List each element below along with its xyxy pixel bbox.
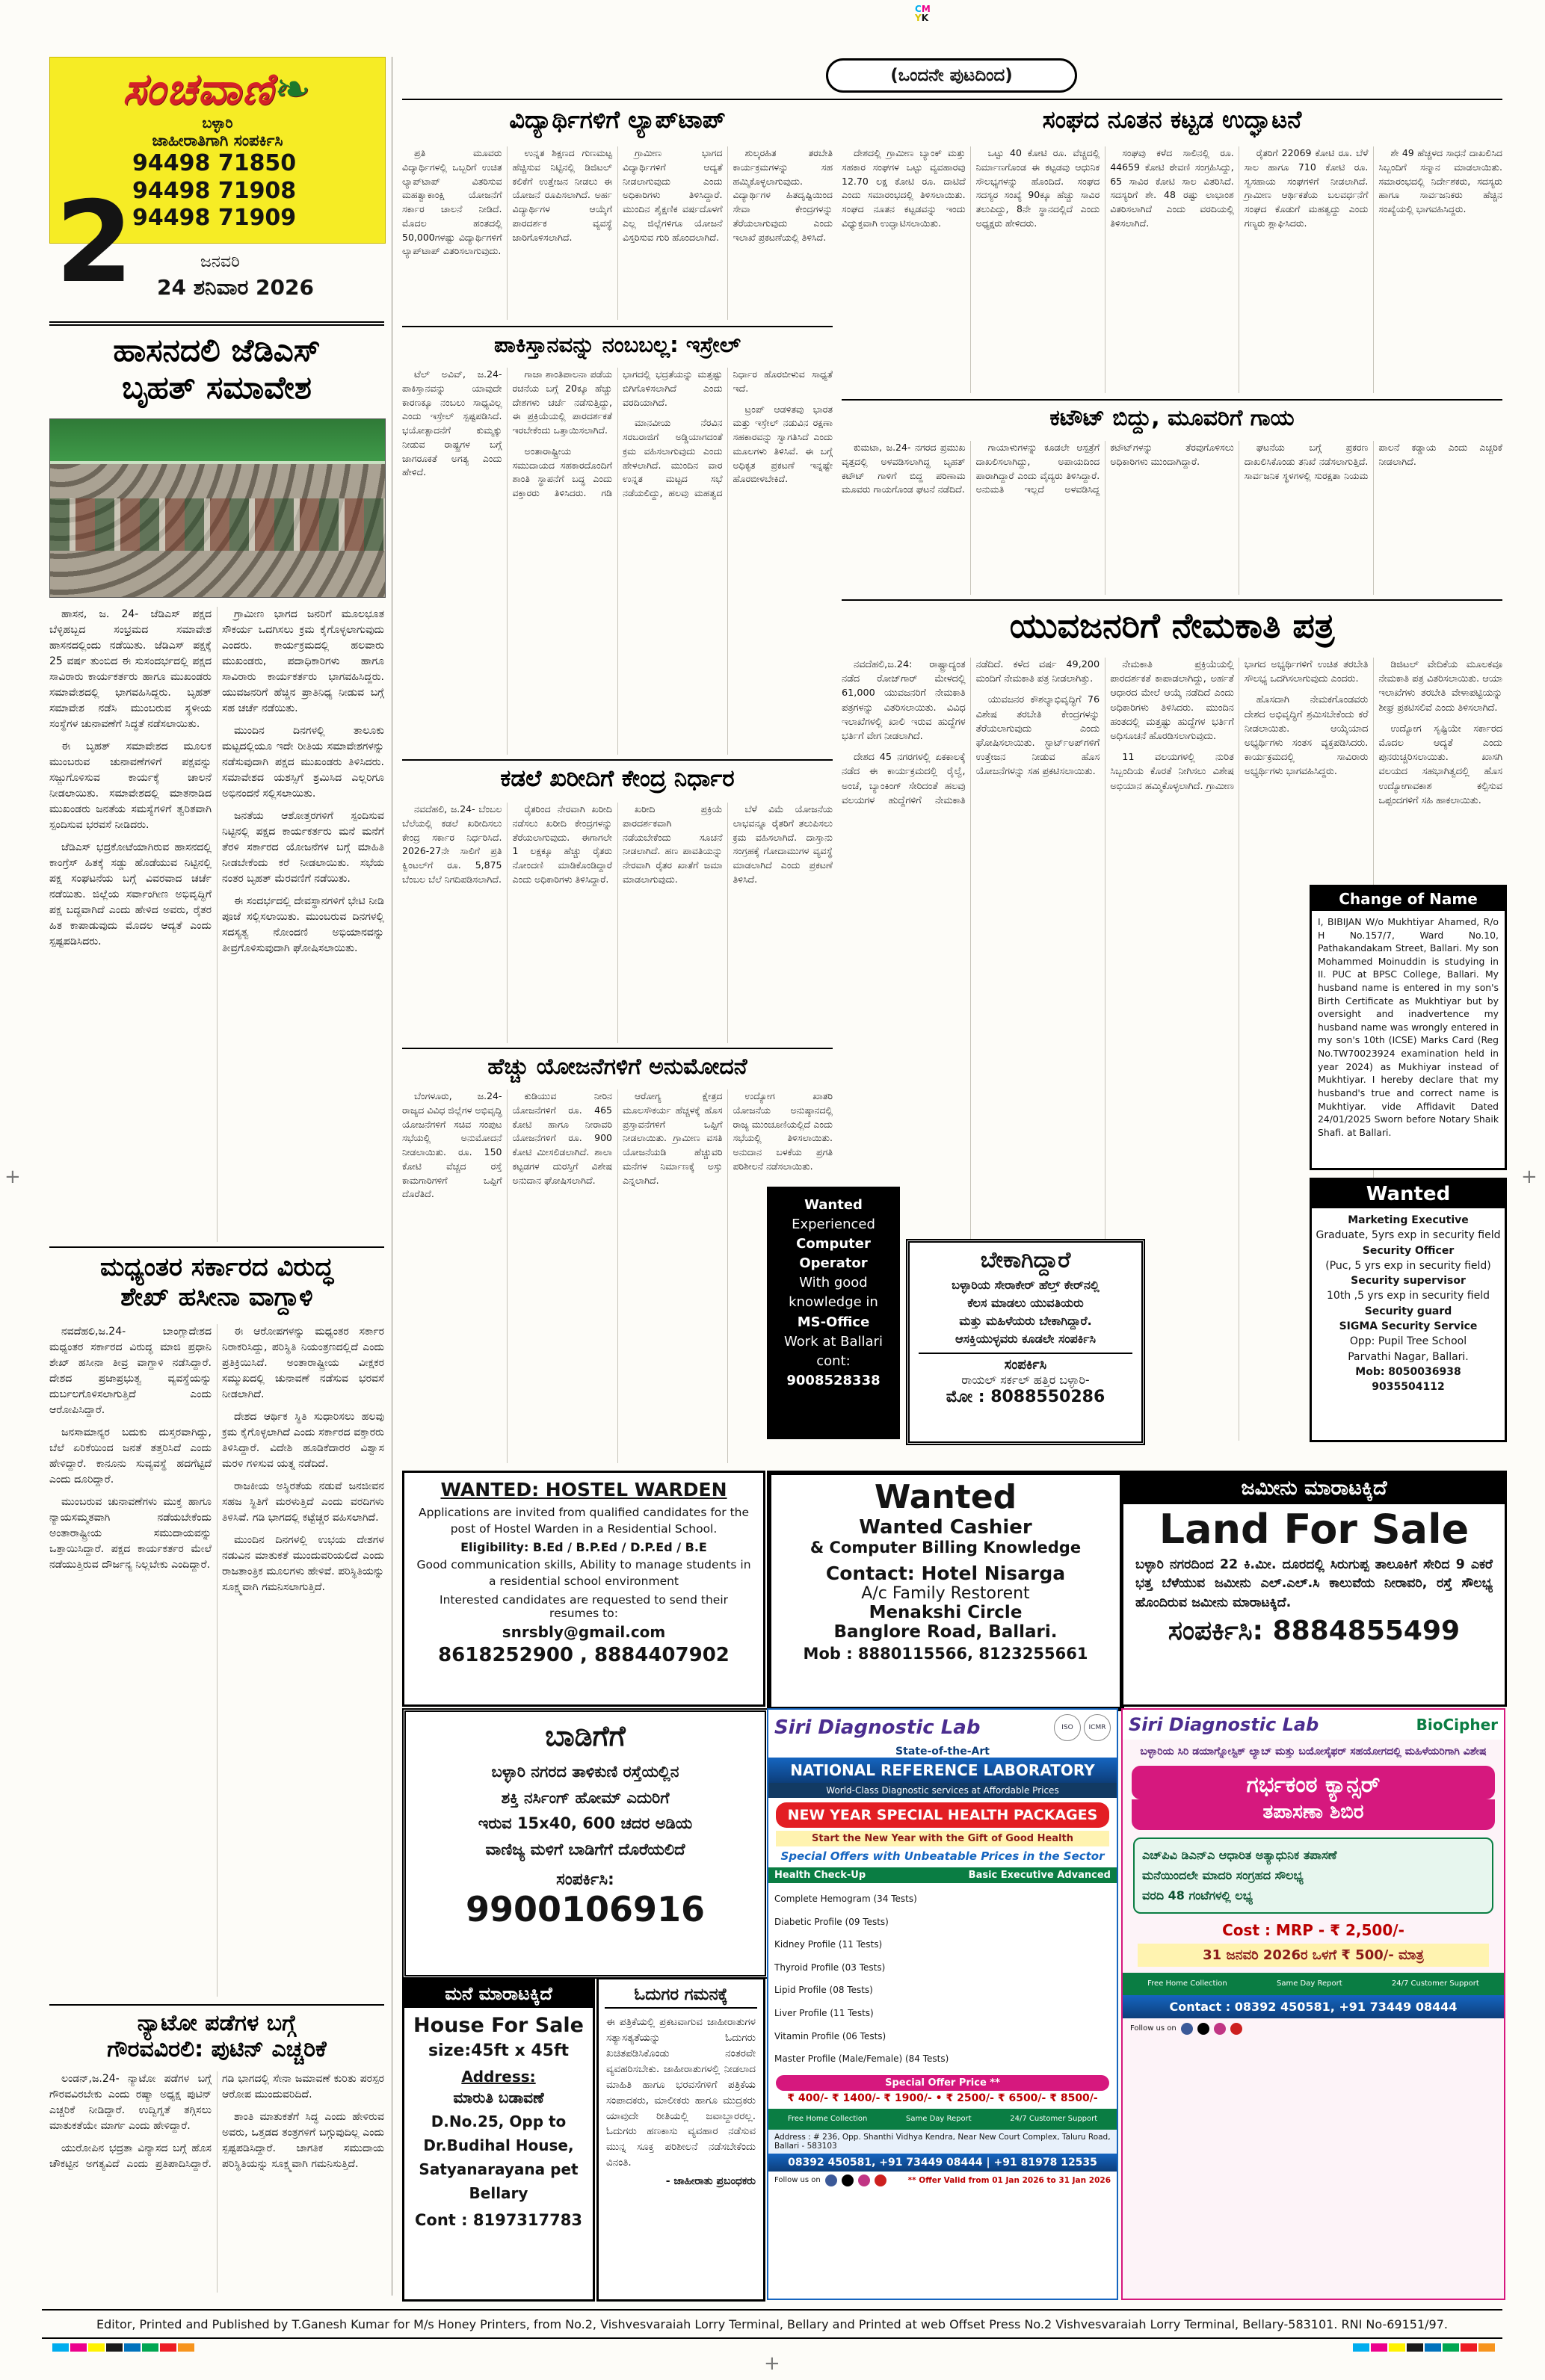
- paragraph: ಶೇ 49 ಹೆಚ್ಚಳದ ಸಾಧನೆ ದಾಖಲಿಸಿದ ಸಿಬ್ಬಂದಿಗೆ ಸನ್ಮಾನ ಮಾಡಲಾಯಿತು. ಸಮಾರಂಭದಲ್ಲಿ ನಿರ್ದೇಶಕರು, ಸದಸ್ಯರು ಹಾಗೂ ಸಾರ್ವಜನಿಕರು ಹೆಚ್ಚಿನ ಸಂಖ್ಯೆಯಲ್ಲಿ ಭಾಗವಹಿಸಿದ್ದರು.: [1378, 147, 1502, 214]
- ad-change-of-name: [1310, 885, 1507, 1170]
- ad-line: With good: [799, 1275, 868, 1291]
- ad-line: Experienced: [792, 1217, 875, 1233]
- ad-line: Banglore Road, Ballari.: [833, 1622, 1058, 1642]
- article-body-cutout: [842, 441, 1502, 595]
- ad-title: ಬೇಕಾಗಿದ್ದಾರೆ: [980, 1247, 1071, 1273]
- camp-point: ಮನೆಯಿಂದಲೇ ಮಾದರಿ ಸಂಗ್ರಹದ ಸೌಲಭ್ಯ: [1142, 1868, 1304, 1883]
- paragraph: Liver Profile (11 Tests): [774, 2007, 874, 2018]
- ad-line: Parvathi Nagar, Ballari.: [1348, 1350, 1469, 1363]
- ad-line: A/c Family Restorent: [861, 1584, 1030, 1603]
- paragraph: ನವದೆಹಲಿ,ಜ.24- ಬಾಂಗ್ಲಾದೇಶದ ಮಧ್ಯಂತರ ಸರ್ಕಾರದ ವಿರುದ್ಧ ಮಾಜಿ ಪ್ರಧಾನಿ ಶೇಖ್ ಹಸೀನಾ ತೀವ್ರ ವಾಗ್ದಾಳಿ ನಡೆಸಿದ್ದಾರೆ. ದೇಶದ ಪ್ರಜಾಪ್ರಭುತ್ವ ವ್ಯವಸ್ಥೆಯನ್ನು ದುರ್ಬಲಗೊಳಿಸಲಾಗುತ್ತಿದೆ ಎಂದು ಆರೋಪಿಸಿದ್ದಾರೆ.: [49, 1326, 212, 1416]
- paragraph: ಕುಮಟಾ, ಜ.24- ನಗರದ ಪ್ರಮುಖ ವೃತ್ತದಲ್ಲಿ ಅಳವಡಿಸಲಾಗಿದ್ದ ಬೃಹತ್ ಕಟೌಟ್ ಗಾಳಿಗೆ ಬಿದ್ದ ಪರಿಣಾಮ ಮೂವರು ಗಾಯಗೊಂಡ ಘಟನೆ ನಡೆದಿದೆ.: [842, 442, 966, 495]
- paragraph: ದೇಶದಲ್ಲಿ ಗ್ರಾಮೀಣ ಬ್ಯಾಂಕ್ ಮತ್ತು ಸಹಕಾರ ಸಂಘಗಳ ಒಟ್ಟು ವ್ಯವಹಾರವು 12.70 ಲಕ್ಷ ಕೋಟಿ ರೂ. ದಾಟಿದೆ ಎಂದು ಸಮಾರಂಭದಲ್ಲಿ ತಿಳಿಸಲಾಯಿತು. ಸಂಘದ ನೂತನ ಕಟ್ಟಡವನ್ನು ಇಂದು ವಿಧ್ಯುಕ್ತವಾಗಿ ಉದ್ಘಾಟಿಸಲಾಯಿತು.: [842, 147, 966, 229]
- paragraph: ಮುಂದಿನ ದಿನಗಳಲ್ಲಿ ಉಭಯ ದೇಶಗಳ ನಡುವಿನ ಮಾತುಕತೆ ಮುಂದುವರಿಯಲಿದೆ ಎಂದು ರಾಜತಾಂತ್ರಿಕ ಮೂಲಗಳು ಹೇಳಿವೆ. ಪರಿಸ್ಥಿತಿಯನ್ನು ಸೂಕ್ಷ್ಮವಾಗಿ ಗಮನಿಸಲಾಗುತ್ತಿದೆ.: [222, 1534, 384, 1593]
- cmyk-print-mark: [915, 4, 931, 22]
- paragraph: ಮಾನವೀಯ ನೆರವಿನ ಸರಬರಾಜಿಗೆ ಅಡ್ಡಿಯಾಗದಂತೆ ಕ್ರಮ ವಹಿಸಲಾಗುವುದು ಎಂದು ಹೇಳಲಾಗಿದೆ. ಮುಂದಿನ ವಾರ ಉನ್ನತ ಮಟ್ಟದ ಸಭೆ ನಡೆಯಲಿದ್ದು, ಹಲವು ಮಹತ್ವದ ನಿರ್ಧಾರ ಹೊರಬೀಳುವ ಸಾಧ್ಯತೆ ಇದೆ.: [623, 368, 833, 498]
- paragraph: ಲಂಡನ್,ಜ.24- ನ್ಯಾಟೋ ಪಡೆಗಳ ಬಗ್ಗೆ ಗೌರವವಿರಬೇಕು ಎಂದು ರಷ್ಯಾ ಅಧ್ಯಕ್ಷ ಪುಟಿನ್ ಎಚ್ಚರಿಕೆ ನೀಡಿದ್ದಾರೆ. ಉದ್ವಿಗ್ನತೆ ತಗ್ಗಿಸಲು ಮಾತುಕತೆಯೇ ಮಾರ್ಗ ಎಂದು ಹೇಳಿದ್ದಾರೆ.: [49, 2073, 212, 2132]
- paragraph: ಘಟನೆಯ ಬಗ್ಗೆ ಪ್ರಕರಣ ದಾಖಲಿಸಿಕೊಂಡು ತನಿಖೆ ನಡೆಸಲಾಗುತ್ತಿದೆ. ಸಾರ್ವಜನಿಕ ಸ್ಥಳಗಳಲ್ಲಿ ಸುರಕ್ಷತಾ ನಿಯಮ ಪಾಲನೆ ಕಡ್ಡಾಯ ಎಂದು ಎಚ್ಚರಿಕೆ ನೀಡಲಾಗಿದೆ.: [1244, 442, 1502, 481]
- headline-projects-approved: ಹೆಚ್ಚು ಯೋಜನೆಗಳಿಗೆ ಅನುಮೋದನೆ: [402, 1048, 833, 1080]
- ad-line: Same Day Report: [906, 2115, 972, 2124]
- siri-table-cols: Basic Executive Advanced: [968, 1870, 1111, 1881]
- siri-package-list: [774, 1892, 1111, 2066]
- ad-line: Free Home Collection: [1147, 1979, 1227, 1988]
- black-mark: K: [921, 13, 929, 23]
- camp-point: ಎಚ್‌ಪಿವಿ ಡಿಎನ್‌ಎ ಆಧಾರಿತ ಅತ್ಯಾಧುನಿಕ ತಪಾಸಣೆ: [1142, 1848, 1337, 1862]
- registration-mark-left: +: [4, 1166, 21, 1188]
- article-body-laptop: [402, 146, 833, 320]
- paragraph: ಟ್ರಂಪ್ ಆಡಳಿತವು ಭಾರತ ಮತ್ತು ಇಸ್ರೇಲ್ ನಡುವಿನ ರಕ್ಷಣಾ ಸಹಕಾರವನ್ನು ಸ್ವಾಗತಿಸಿದೆ ಎಂದು ಮೂಲಗಳು ತಿಳಿಸಿವೆ. ಈ ಬಗ್ಗೆ ಅಧಿಕೃತ ಪ್ರಕಟಣೆ ಇನ್ನಷ್ಟೇ ಹೊರಬೀಳಬೇಕಿದೆ.: [733, 403, 833, 485]
- headline-israel: ಪಾಕಿಸ್ತಾನವನ್ನು ನಂಬಬಲ್ಲ: ಇಸ್ರೇಲ್: [402, 326, 833, 357]
- ad-title: ಓದುಗರ ಗಮನಕ್ಕೆ: [605, 1979, 757, 2009]
- paragraph: ಮುಂದಿನ ದಿನಗಳಲ್ಲಿ ತಾಲೂಕು ಮಟ್ಟದಲ್ಲಿಯೂ ಇದೇ ರೀತಿಯ ಸಮಾವೇಶಗಳನ್ನು ನಡೆಸುವುದಾಗಿ ಪಕ್ಷದ ಮುಖಂಡರು ತಿಳಿಸಿದರು. ಸಮಾವೇಶದ ಯಶಸ್ಸಿಗೆ ಶ್ರಮಿಸಿದ ಎಲ್ಲರಿಗೂ ಅಭಿನಂದನೆ ಸಲ್ಲಿಸಲಾಯಿತು.: [222, 725, 384, 800]
- ad-wanted-marketing: [1310, 1178, 1507, 1442]
- ad-line: ಇರುವ 15x40, 600 ಚದರ ಅಡಿಯ: [478, 1814, 693, 1833]
- paragraph: ಮುಂಬರುವ ಚುನಾವಣೆಗಳು ಮುಕ್ತ ಹಾಗೂ ನ್ಯಾಯಸಮ್ಮತವಾಗಿ ನಡೆಯಬೇಕೆಂದು ಅಂತಾರಾಷ್ಟ್ರೀಯ ಸಮುದಾಯವನ್ನು ಒತ್ತಾಯಿಸಿದ್ದಾರೆ. ಪಕ್ಷದ ಕಾರ್ಯಕರ್ತರ ಮೇಲೆ ನಡೆಯುತ್ತಿರುವ ದೌರ್ಜನ್ಯ ನಿಲ್ಲಬೇಕು ಎಂದಿದ್ದಾರೆ.: [49, 1496, 212, 1571]
- photo-banner: [50, 419, 385, 464]
- ad-contact-label: ಸಂಪರ್ಕಿಸಿ: [1004, 1357, 1047, 1373]
- siri-contact: 08392 450581, +91 73449 08444 | +91 81978 12535: [768, 2154, 1117, 2172]
- ad-body: Interested candidates are requested to send their resumes to:: [440, 1592, 728, 1620]
- camp-cost: Cost : MRP - ₹ 2,500/-: [1222, 1920, 1404, 1939]
- ad-eligibility: Eligibility: B.Ed / B.P.Ed / D.P.Ed / B.E: [460, 1540, 707, 1555]
- paragraph: Master Profile (Male/Female) (84 Tests): [774, 2053, 949, 2065]
- yellow-mark: Y: [915, 13, 922, 23]
- ad-body: ಈ ಪತ್ರಿಕೆಯಲ್ಲಿ ಪ್ರಕಟವಾಗುವ ಜಾಹೀರಾತುಗಳ ಸತ್ಯಾಸತ್ಯತೆಯನ್ನು ಓದುಗರು ಖಚಿತಪಡಿಸಿಕೊಂಡು ನಂತರವೇ ವ್ಯವಹರಿಸಬೇಕು. ಜಾಹೀರಾತುಗಳಲ್ಲಿ ನೀಡಲಾದ ಮಾಹಿತಿ ಹಾಗೂ ಭರವಸೆಗಳಿಗೆ ಪತ್ರಿಕೆಯ ಸಂಪಾದಕರು, ಮಾಲೀಕರು ಹಾಗೂ ಮುದ್ರಕರು ಯಾವುದೇ ರೀತಿಯಲ್ಲಿ ಜವಾಬ್ದಾರರಲ್ಲ. ಓದುಗರು ಹಣಕಾಸು ವ್ಯವಹಾರ ನಡೆಸುವ ಮುನ್ನ ಸೂಕ್ತ ಪರಿಶೀಲನೆ ನಡೆಸಬೇಕೆಂದು ವಿನಂತಿ.: [606, 2016, 756, 2169]
- ad-line: ವಾಣಿಜ್ಯ ಮಳಿಗೆ ಬಾಡಿಗೆಗೆ ದೊರೆಯಲಿದೆ: [485, 1840, 685, 1858]
- paragraph: Diabetic Profile (09 Tests): [774, 1916, 889, 1927]
- ad-line: Same Day Report: [1277, 1979, 1342, 1988]
- ad-line: Security Officer: [1362, 1244, 1455, 1257]
- ad-wanted-cashier: [767, 1471, 1124, 1711]
- headline-line: ನ್ಯಾಟೋ ಪಡೆಗಳ ಬಗ್ಗೆ: [137, 2010, 297, 2036]
- ad-email: snrsbly@gmail.com: [502, 1622, 666, 1641]
- page-number: 2: [55, 178, 134, 308]
- ad-line: ಕೆಲಸ ಮಾಡಲು ಯುವತಿಯರು: [967, 1296, 1084, 1310]
- ad-line: ಶಕ್ತಿ ನರ್ಸಿಂಗ್ ಹೋಮ್ ಎದುರಿಗೆ: [501, 1788, 670, 1807]
- headline-line: ಹಾಸನದಲಿ ಜೆಡಿಎಸ್: [113, 332, 321, 368]
- ad-line: Graduate, 5yrs exp in security field: [1316, 1229, 1501, 1242]
- ad-body: Applications are invited from qualified candidates for the post of Hostel Warden in a Residential School.: [418, 1506, 750, 1536]
- paragraph: ಪ್ರತಿ ಮೂವರು ವಿದ್ಯಾರ್ಥಿಗಳಲ್ಲಿ ಒಬ್ಬರಿಗೆ ಉಚಿತ ಲ್ಯಾಪ್‌ಟಾಪ್ ವಿತರಿಸುವ ಮಹತ್ವಾಕಾಂಕ್ಷಿ ಯೋಜನೆಗೆ ಸರ್ಕಾರ ಚಾಲನೆ ನೀಡಿದೆ. ಮೊದಲ ಹಂತದಲ್ಲಿ 50,000ಗಳಷ್ಟು ವಿದ್ಯಾರ್ಥಿಗಳಿಗೆ ಲ್ಯಾಪ್‌ಟಾಪ್ ವಿತರಿಸಲಾಗುವುದು.: [402, 147, 502, 257]
- siri-band-laboratory: NATIONAL REFERENCE LABORATORY: [768, 1758, 1117, 1783]
- siri-special-price-label: Special Offer Price **: [776, 2075, 1109, 2091]
- ad-to-let: [402, 1708, 768, 1979]
- ad-readers-notice: [596, 1977, 765, 2302]
- paragraph: ಈ ಆರೋಪಗಳನ್ನು ಮಧ್ಯಂತರ ಸರ್ಕಾರ ನಿರಾಕರಿಸಿದ್ದು, ಪರಿಸ್ಥಿತಿ ನಿಯಂತ್ರಣದಲ್ಲಿದೆ ಎಂದು ಪ್ರತಿಕ್ರಿಯಿಸಿದೆ. ಅಂತಾರಾಷ್ಟ್ರೀಯ ವೀಕ್ಷಕರ ಸಮ್ಮುಖದಲ್ಲಿ ಚುನಾವಣೆ ನಡೆಸುವ ಭರವಸೆ ನೀಡಲಾಗಿದೆ.: [222, 1326, 384, 1400]
- masthead-phone: 94498 71909: [132, 205, 297, 232]
- instagram-icon: [858, 2175, 870, 2186]
- ad-line: Wanted: [804, 1197, 863, 1213]
- ad-address-line: Bellary: [469, 2184, 528, 2202]
- ad-title-en: Land For Sale: [1159, 1506, 1470, 1553]
- ad-address-line: ಮಾರುತಿ ಬಡಾವಣೆ: [453, 2089, 544, 2107]
- paragraph: ಆರೋಗ್ಯ ಕ್ಷೇತ್ರದ ಮೂಲಸೌಕರ್ಯ ಹೆಚ್ಚಳಕ್ಕೆ ಹೊಸ ಪ್ರಸ್ತಾವನೆಗಳಿಗೆ ಒಪ್ಪಿಗೆ ನೀಡಲಾಯಿತು. ಗ್ರಾಮೀಣ ವಸತಿ ಯೋಜನೆಯಡಿ ಹೆಚ್ಚುವರಿ ಮನೆಗಳ ನಿರ್ಮಾಣಕ್ಕೆ ಅಸ್ತು ಎನ್ನಲಾಗಿದೆ.: [623, 1090, 723, 1186]
- paragraph: ಶುಲ್ಕರಹಿತ ತರಬೇತಿ ಕಾರ್ಯಕ್ರಮಗಳನ್ನು ಸಹ ಹಮ್ಮಿಕೊಳ್ಳಲಾಗುವುದು. ವಿದ್ಯಾರ್ಥಿಗಳ ಹಿತದೃಷ್ಟಿಯಿಂದ ಸೇವಾ ಕೇಂದ್ರಗಳನ್ನು ತೆರೆಯಲಾಗುವುದು ಎಂದು ಇಲಾಖೆ ಪ್ರಕಟಣೆಯಲ್ಲಿ ತಿಳಿಸಿದೆ.: [733, 147, 833, 243]
- youtube-icon: [875, 2175, 886, 2186]
- ad-siri-diagnostic-lab: [767, 1708, 1118, 2300]
- instagram-icon: [1214, 2023, 1226, 2035]
- siri-social-row: [1123, 2018, 1504, 2039]
- article-body-sangha: [842, 146, 1502, 393]
- camp-contact: Contact : 08392 450581, +91 73449 08444: [1123, 1995, 1504, 2018]
- article-body-gram: [402, 803, 833, 1043]
- masthead-month: ಜನವರಿ: [200, 253, 240, 271]
- paragraph: ಹಾಸನ, ಜ. 24- ಜೆಡಿಎಸ್ ಪಕ್ಷದ ಬೆಳ್ಳಿಹಬ್ಬದ ಸಂಭ್ರಮದ ಸಮಾವೇಶ ಹಾಸನದಲ್ಲಿಂದು ನಡೆಯಿತು. ಜೆಡಿಎಸ್ ಪಕ್ಷಕ್ಕೆ 25 ವರ್ಷ ತುಂಬಿದ ಈ ಸುಸಂದರ್ಭದಲ್ಲಿ ಪಕ್ಷದ ಸಾವಿರಾರು ಕಾರ್ಯಕರ್ತರು ಹಾಗೂ ಮುಖಂಡರು ಸಮಾವೇಶದಲ್ಲಿ ಭಾಗವಹಿಸಿದ್ದರು. ಬೃಹತ್ ಸಮಾವೇಶ ನಡೆಸಿ ಮುಂಬರುವ ಸ್ಥಳೀಯ ಸಂಸ್ಥೆಗಳ ಚುನಾವಣೆಗೆ ಸಿದ್ಧತೆ ನಡೆಸಲಾಯಿತು.: [49, 608, 212, 730]
- headline-putin: [49, 2004, 384, 2063]
- ad-address-label: Address:: [461, 2068, 536, 2086]
- ad-address-line: Satyanarayana pet: [419, 2160, 579, 2178]
- headline-line: ಗೌರವವಿರಲಿ: ಪುಟಿನ್ ಎಚ್ಚರಿಕೆ: [107, 2036, 327, 2063]
- ad-title: WANTED: HOSTEL WARDEN: [440, 1479, 727, 1500]
- camp-title-2: ತಪಾಸಣಾ ಶಿಬಿರ: [1132, 1799, 1495, 1830]
- registration-mark-bottom: +: [764, 2352, 780, 2375]
- ad-line: SIGMA Security Service: [1339, 1320, 1478, 1333]
- paragraph: ಗಾಯಾಳುಗಳನ್ನು ಕೂಡಲೇ ಆಸ್ಪತ್ರೆಗೆ ದಾಖಲಿಸಲಾಗಿದ್ದು, ಅಪಾಯದಿಂದ ಪಾರಾಗಿದ್ದಾರೆ ಎಂದು ವೈದ್ಯರು ತಿಳಿಸಿದ್ದಾರೆ. ಅನುಮತಿ ಇಲ್ಲದೆ ಅಳವಡಿಸಿದ್ದ ಕಟೌಟ್‌ಗಳನ್ನು ತೆರವುಗೊಳಿಸಲು ಅಧಿಕಾರಿಗಳು ಮುಂದಾಗಿದ್ದಾರೆ.: [975, 442, 1234, 495]
- top-rule: [402, 99, 1502, 100]
- ad-line: ಮತ್ತು ಮಹಿಳೆಯರು ಬೇಕಾಗಿದ್ದಾರೆ.: [959, 1314, 1092, 1328]
- camp-point: ವರದಿ 48 ಗಂಟೆಗಳಲ್ಲಿ ಲಭ್ಯ: [1142, 1888, 1253, 1903]
- ad-phone: ಸಂಪರ್ಕಿಸಿ: 8884855499: [1168, 1616, 1461, 1647]
- headline-line: ಮಧ್ಯಂತರ ಸರ್ಕಾರದ ವಿರುದ್ಧ: [99, 1252, 334, 1282]
- ad-title: ಬಾಡಿಗೆಗೆ: [545, 1719, 626, 1752]
- paragraph: ಕುಡಿಯುವ ನೀರಿನ ಯೋಜನೆಗಳಿಗೆ ರೂ. 465 ಕೋಟಿ ಹಾಗೂ ನೀರಾವರಿ ಯೋಜನೆಗಳಿಗೆ ರೂ. 900 ಕೋಟಿ ಮೀಸಲಿಡಲಾಗಿದೆ. ಶಾಲಾ ಕಟ್ಟಡಗಳ ದುರಸ್ತಿಗೆ ವಿಶೇಷ ಅನುದಾನ ಘೋಷಿಸಲಾಗಿದೆ.: [512, 1090, 612, 1186]
- siri-brand: Siri Diagnostic Lab: [774, 1716, 981, 1739]
- paragraph: ದೇಶದ 45 ನಗರಗಳಲ್ಲಿ ಏಕಕಾಲಕ್ಕೆ ನಡೆದ ಈ ಕಾರ್ಯಕ್ರಮದಲ್ಲಿ ರೈಲ್ವೆ, ಅಂಚೆ, ಬ್ಯಾಂಕಿಂಗ್ ಸೇರಿದಂತೆ ಹಲವು ವಲಯಗಳ ಹುದ್ದೆಗಳಿಗೆ ನೇಮಕಾತಿ ನಡೆದಿದೆ. ಕಳೆದ ವರ್ಷ 49,200 ಮಂದಿಗೆ ನೇಮಕಾತಿ ಪತ್ರ ನೀಡಲಾಗಿತ್ತು.: [842, 659, 1100, 806]
- camp-cost-offer: 31 ಜನವರಿ 2026ರ ಒಳಗೆ ₹ 500/- ಮಾತ್ರ: [1138, 1944, 1489, 1967]
- paragraph: ಒಟ್ಟು 40 ಕೋಟಿ ರೂ. ವೆಚ್ಚದಲ್ಲಿ ನಿರ್ಮಾಣಗೊಂಡ ಈ ಕಟ್ಟಡವು ಆಧುನಿಕ ಸೌಲಭ್ಯಗಳನ್ನು ಹೊಂದಿದೆ. ಸಂಘದ ಸದಸ್ಯರ ಸಂಖ್ಯೆ 90ಕ್ಕೂ ಹೆಚ್ಚು ಸಾವಿರ ತಲುಪಿದ್ದು, 8ನೇ ಸ್ಥಾನದಲ್ಲಿದೆ ಎಂದು ಅಧ್ಯಕ್ಷರು ಹೇಳಿದರು.: [975, 147, 1100, 229]
- paragraph: ನವದೆಹಲಿ, ಜ.24- ಬೆಂಬಲ ಬೆಲೆಯಲ್ಲಿ ಕಡಲೆ ಖರೀದಿಸಲು ಕೇಂದ್ರ ಸರ್ಕಾರ ನಿರ್ಧರಿಸಿದೆ. 2026-27ನೇ ಸಾಲಿಗೆ ಪ್ರತಿ ಕ್ವಿಂಟಲ್‌ಗೆ ರೂ. 5,875 ಬೆಂಬಲ ಬೆಲೆ ನಿಗದಿಪಡಿಸಲಾಗಿದೆ.: [402, 803, 502, 885]
- siri-offer-line: Special Offers with Unbeatable Prices in the Sector: [780, 1849, 1105, 1863]
- ad-line: & Computer Billing Knowledge: [809, 1539, 1082, 1557]
- ad-line: Wanted Cashier: [859, 1516, 1032, 1539]
- ad-line: Menakshi Circle: [869, 1603, 1023, 1622]
- siri-services-strip: [1123, 1973, 1504, 1995]
- article-body-israel: [402, 368, 833, 755]
- photo-crowd: [50, 498, 385, 551]
- paragraph: ಖರೀದಿ ಪ್ರಕ್ರಿಯೆ ಪಾರದರ್ಶಕವಾಗಿ ನಡೆಯಬೇಕೆಂದು ಸೂಚನೆ ನೀಡಲಾಗಿದೆ. ಹಣ ಪಾವತಿಯನ್ನು ನೇರವಾಗಿ ರೈತರ ಖಾತೆಗೆ ಜಮಾ ಮಾಡಲಾಗುವುದು.: [623, 803, 723, 885]
- paragraph: ಸಂಘವು ಕಳೆದ ಸಾಲಿನಲ್ಲಿ ರೂ. 44659 ಕೋಟಿ ಠೇವಣಿ ಸಂಗ್ರಹಿಸಿದ್ದು, 65 ಸಾವಿರ ಕೋಟಿ ಸಾಲ ವಿತರಿಸಿದೆ. ಸದಸ್ಯರಿಗೆ ಶೇ. 48 ರಷ್ಟು ಲಾಭಾಂಶ ವಿತರಿಸಲಾಗಿದೆ ಎಂದು ವರದಿಯಲ್ಲಿ ತಿಳಿಸಲಾಗಿದೆ.: [1110, 147, 1234, 229]
- masthead-phone: 94498 71850: [132, 150, 297, 176]
- paragraph: ಟೆಲ್ ಅವಿವ್, ಜ.24- ಪಾಕಿಸ್ತಾನವನ್ನು ಯಾವುದೇ ಕಾರಣಕ್ಕೂ ನಂಬಲು ಸಾಧ್ಯವಿಲ್ಲ ಎಂದು ಇಸ್ರೇಲ್ ಸ್ಪಷ್ಟಪಡಿಸಿದೆ. ಭಯೋತ್ಪಾದನೆಗೆ ಕುಮ್ಮಕ್ಕು ನೀಡುವ ರಾಷ್ಟ್ರಗಳ ಬಗ್ಗೆ ಜಾಗರೂಕತೆ ಅಗತ್ಯ ಎಂದು ಹೇಳಿದೆ.: [402, 368, 502, 478]
- headline-line: ಬೃಹತ್ ಸಮಾವೇಶ: [122, 368, 312, 406]
- ad-phone: Mob : 8880115566, 8123255661: [803, 1645, 1088, 1663]
- follow-label: Follow us on: [774, 2176, 821, 2185]
- imprint-line: Editor, Printed and Published by T.Ganesh Kumar for M/s Honey Printers, from No.2, Vishvesvaraiah Lorry Terminal, Bellary and Printed at web Offset Press No.2 Vishvesvaraiah Lorry Terminal, Bellary-583101. RNI No-69151/97.: [42, 2309, 1502, 2339]
- ad-line: MS-Office: [797, 1314, 870, 1330]
- ad-title: Wanted: [874, 1478, 1017, 1516]
- ad-line: cont:: [816, 1353, 851, 1369]
- camp-intro: ಬಳ್ಳಾರಿಯ ಸಿರಿ ಡಯಾಗ್ನೋಸ್ಟಿಕ್ ಲ್ಯಾಬ್ ಮತ್ತು ಬಯೋಸೈಫರ್ ಸಹಯೋಗದಲ್ಲಿ ಮಹಿಳೆಯರಿಗಾಗಿ ವಿಶೇಷ: [1140, 1746, 1487, 1758]
- paragraph: ದೇಶದ ಆರ್ಥಿಕ ಸ್ಥಿತಿ ಸುಧಾರಿಸಲು ಹಲವು ಕ್ರಮ ಕೈಗೊಳ್ಳಲಾಗಿದೆ ಎಂದು ಸರ್ಕಾರದ ವಕ್ತಾರರು ತಿಳಿಸಿದ್ದಾರೆ. ವಿದೇಶಿ ಹೂಡಿಕೆದಾರರ ವಿಶ್ವಾಸ ಮರಳಿ ಗಳಿಸುವ ಯತ್ನ ನಡೆದಿದೆ.: [222, 1411, 384, 1470]
- facebook-icon: [1181, 2023, 1193, 2035]
- ad-body: Good communication skills, Ability to manage students in a residential school environment: [416, 1558, 751, 1589]
- camp-title: ಗರ್ಭಕಂಠ ಕ್ಯಾನ್ಸರ್: [1132, 1766, 1495, 1799]
- ad-siri-cancer-camp: [1121, 1708, 1505, 2300]
- article-body-putin: [49, 2071, 384, 2293]
- ad-lines: [1312, 1208, 1505, 1400]
- ad-line: Computer Operator: [796, 1236, 871, 1272]
- ad-line: knowledge in: [789, 1294, 878, 1311]
- headline-hasina: [49, 1246, 384, 1312]
- paragraph: Thyroid Profile (03 Tests): [774, 1962, 886, 1973]
- paragraph: Lipid Profile (08 Tests): [774, 1985, 873, 1996]
- paragraph: ಯುವಜನರ ಕೌಶಲ್ಯಾಭಿವೃದ್ಧಿಗೆ 76 ವಿಶೇಷ ತರಬೇತಿ ಕೇಂದ್ರಗಳನ್ನು ತೆರೆಯಲಾಗುವುದು ಎಂದು ಘೋಷಿಸಲಾಯಿತು. ಸ್ಟಾರ್ಟ್‌ಅಪ್‌ಗಳಿಗೆ ಉತ್ತೇಜನ ನೀಡುವ ಹೊಸ ಯೋಜನೆಗಳನ್ನು ಸಹ ಪ್ರಕಟಿಸಲಾಯಿತು.: [975, 694, 1100, 778]
- ad-line: Mob: 8050036938: [1355, 1365, 1461, 1378]
- ad-contact: Contact: Hotel Nisarga: [825, 1563, 1066, 1584]
- registration-mark-right: +: [1521, 1166, 1538, 1188]
- ad-phone: 8618252900 , 8884407902: [438, 1643, 730, 1666]
- ad-body: I, BIBIJAN W/o Mukhtiyar Ahamed, R/o H No.157/7, Ward No.10, Pathakandakam Street, Ballari. My son Mohammed Moinuddin is studying in II. PUC at BPSC College, Ballari. My husband name is entered in my son's Birth Certificate as Mukhtiyar but by oversight and inadvertence my husband name was wrongly entered in my son's 10th (ICSE) Marks Card (Reg No.TW70023924 examination held in year 2024) as Mukhiyar instead of Mukhtiyar. I hereby declare that my husband's true and correct name is Mukhtiyar. vide Affidavit Dated 24/01/2025 Sworn before Notary Shaik Shafi. at Ballari.: [1318, 916, 1499, 1138]
- magenta-mark: M: [921, 4, 931, 14]
- iso-badge-icon: ISO: [1054, 1714, 1081, 1741]
- ad-signature: - ಜಾಹೀರಾತು ಪ್ರಬಂಧಕರು: [665, 2175, 756, 2188]
- ad-body: ಬಳ್ಳಾರಿ ನಗರದಿಂದ 22 ಕಿ.ಮೀ. ದೂರದಲ್ಲಿ ಸಿರುಗುಪ್ಪ ತಾಲೂಕಿಗೆ ಸೇರಿದ 9 ಎಕರೆ ಭತ್ತ ಬೆಳೆಯುವ ಜಮೀನು ಎಲ್.ಎಲ್.ಸಿ ಕಾಲುವೆಯ ನೀರಾವರಿ, ರಸ್ತೆ ಸೌಲಭ್ಯ ಹೊಂದಿರುವ ಜಮೀನು ಮಾರಾಟಕ್ಕಿದೆ.: [1135, 1557, 1493, 1610]
- ad-address-line: Dr.Budihal House,: [423, 2136, 574, 2154]
- paragraph: ಈ ಬೃಹತ್ ಸಮಾವೇಶದ ಮೂಲಕ ಮುಂಬರುವ ಚುನಾವಣೆಗಳಿಗೆ ಪಕ್ಷವನ್ನು ಸಜ್ಜುಗೊಳಿಸುವ ಕಾರ್ಯಕ್ಕೆ ಚಾಲನೆ ನೀಡಲಾಯಿತು. ಸಮಾವೇಶದಲ್ಲಿ ಮಾತನಾಡಿದ ಮುಖಂಡರು ಜನತೆಯ ಸಮಸ್ಯೆಗಳಿಗೆ ತ್ವರಿತವಾಗಿ ಸ್ಪಂದಿಸುವ ಭರವಸೆ ನೀಡಿದರು.: [49, 741, 212, 831]
- x-icon: [1197, 2023, 1209, 2035]
- paragraph: ಉನ್ನತ ಶಿಕ್ಷಣದ ಗುಣಮಟ್ಟ ಹೆಚ್ಚಿಸುವ ನಿಟ್ಟಿನಲ್ಲಿ ಡಿಜಿಟಲ್ ಕಲಿಕೆಗೆ ಉತ್ತೇಜನ ನೀಡಲು ಈ ಯೋಜನೆ ರೂಪಿಸಲಾಗಿದೆ. ಅರ್ಹ ವಿದ್ಯಾರ್ಥಿಗಳ ಆಯ್ಕೆಗೆ ಪಾರದರ್ಶಕ ವ್ಯವಸ್ಥೆ ಜಾರಿಗೊಳಿಸಲಾಗಿದೆ.: [512, 147, 612, 243]
- masthead-divider: [49, 321, 384, 326]
- follow-label: Follow us on: [1130, 2024, 1177, 2033]
- ad-line: Free Home Collection: [787, 2115, 868, 2124]
- ad-contact-label: ಸಂಪರ್ಕಿಸಿ:: [556, 1870, 614, 1889]
- ad-land-for-sale: [1121, 1471, 1507, 1707]
- masthead-city: ಬಳ್ಳಾರಿ: [202, 115, 233, 132]
- headline-youth-jobs: ಯುವಜನರಿಗೆ ನೇಮಕಾತಿ ಪತ್ರ: [842, 599, 1502, 646]
- paragraph: ರೈತರಿಂದ ನೇರವಾಗಿ ಖರೀದಿ ನಡೆಸಲು ಖರೀದಿ ಕೇಂದ್ರಗಳನ್ನು ತೆರೆಯಲಾಗುವುದು. ಈಗಾಗಲೇ 1 ಲಕ್ಷಕ್ಕೂ ಹೆಚ್ಚು ರೈತರು ನೋಂದಣಿ ಮಾಡಿಕೊಂಡಿದ್ದಾರೆ ಎಂದು ಅಧಿಕಾರಿಗಳು ತಿಳಿಸಿದ್ದಾರೆ.: [512, 803, 612, 885]
- ad-line: ಬಳ್ಳಾರಿಯ ಸೇರಾಕೇರ್ ಹೆಲ್ತ್ ಕೇರ್‌ನಲ್ಲಿ: [952, 1278, 1100, 1292]
- ad-hostel-warden: [402, 1471, 765, 1707]
- ad-line: 10th ,5 yrs exp in security field: [1327, 1290, 1490, 1302]
- ad-line: 9035504112: [1372, 1381, 1445, 1394]
- facebook-icon: [825, 2175, 837, 2186]
- ad-title: ಮನೆ ಮಾರಾಟಕ್ಕಿದೆ: [404, 1979, 593, 2008]
- siri-band-services: World-Class Diagnostic services at Affordable Prices: [768, 1783, 1117, 1798]
- masthead-date: 24 ಶನಿವಾರ 2026: [157, 275, 314, 300]
- paragraph: ಗಾಜಾ ಶಾಂತಿಪಾಲನಾ ಪಡೆಯ ರಚನೆಯ ಬಗ್ಗೆ 20ಕ್ಕೂ ಹೆಚ್ಚು ದೇಶಗಳು ಚರ್ಚೆ ನಡೆಸುತ್ತಿದ್ದು, ಈ ಪ್ರಕ್ರಿಯೆಯಲ್ಲಿ ಪಾರದರ್ಶಕತೆ ಇರಬೇಕೆಂದು ಒತ್ತಾಯಿಸಲಾಗಿದೆ.: [512, 368, 612, 436]
- ad-lines: [767, 1187, 900, 1400]
- paragraph: ನೇಮಕಾತಿ ಪ್ರಕ್ರಿಯೆಯಲ್ಲಿ ಪಾರದರ್ಶಕತೆ ಕಾಪಾಡಲಾಗಿದ್ದು, ಅರ್ಹತೆ ಆಧಾರದ ಮೇಲೆ ಆಯ್ಕೆ ನಡೆದಿದೆ ಎಂದು ಅಧಿಕಾರಿಗಳು ತಿಳಿಸಿದರು. ಮುಂದಿನ ಹಂತದಲ್ಲಿ ಮತ್ತಷ್ಟು ಹುದ್ದೆಗಳ ಭರ್ತಿಗೆ ಅಧಿಸೂಚನೆ ಹೊರಡಿಸಲಾಗುವುದು.: [1110, 659, 1234, 742]
- newspaper-logo: ಸಂಚವಾಣಿ❧: [123, 64, 312, 114]
- ad-line: Security guard: [1364, 1305, 1452, 1317]
- ad-phone: Cont : 8197317783: [415, 2211, 582, 2229]
- paragraph: ಶಾಂತಿ ಮಾತುಕತೆಗೆ ಸಿದ್ಧ ಎಂದು ಹೇಳಿರುವ ಅವರು, ಒತ್ತಡದ ತಂತ್ರಗಳಿಗೆ ಬಗ್ಗುವುದಿಲ್ಲ ಎಂದು ಸ್ಪಷ್ಟಪಡಿಸಿದ್ದಾರೆ. ಜಾಗತಿಕ ಸಮುದಾಯ ಪರಿಸ್ಥಿತಿಯನ್ನು ಸೂಕ್ಷ್ಮವಾಗಿ ಗಮನಿಸುತ್ತಿದೆ.: [222, 2111, 384, 2170]
- paragraph: Vitamin Profile (06 Tests): [774, 2030, 886, 2041]
- paragraph: ಗ್ರಾಮೀಣ ಭಾಗದ ಜನರಿಗೆ ಮೂಲಭೂತ ಸೌಕರ್ಯ ಒದಗಿಸಲು ಕ್ರಮ ಕೈಗೊಳ್ಳಲಾಗುವುದು ಎಂದರು. ಕಾರ್ಯಕ್ರಮದಲ್ಲಿ ಹಲವಾರು ಮುಖಂಡರು, ಪದಾಧಿಕಾರಿಗಳು ಹಾಗೂ ಸಾವಿರಾರು ಕಾರ್ಯಕರ್ತರು ಭಾಗವಹಿಸಿದ್ದರು. ಯುವಜನರಿಗೆ ಹೆಚ್ಚಿನ ಪ್ರಾತಿನಿಧ್ಯ ನೀಡುವ ಬಗ್ಗೆ ಸಹ ಚರ್ಚೆ ನಡೆಯಿತು.: [222, 608, 384, 714]
- icmr-badge-icon: ICMR: [1084, 1714, 1111, 1741]
- ad-address-line: D.No.25, Opp to: [431, 2112, 567, 2130]
- paragraph: ರೈತರಿಗೆ 22069 ಕೋಟಿ ರೂ. ಬೆಳೆ ಸಾಲ ಹಾಗೂ 710 ಕೋಟಿ ರೂ. ಸ್ವಸಹಾಯ ಸಂಘಗಳಿಗೆ ನೀಡಲಾಗಿದೆ. ಗ್ರಾಮೀಣ ಆರ್ಥಿಕತೆಯ ಬಲವರ್ಧನೆಗೆ ಸಂಘದ ಕೊಡುಗೆ ಮಹತ್ವದ್ದು ಎಂದು ಗಣ್ಯರು ಶ್ಲಾಘಿಸಿದರು.: [1244, 147, 1369, 229]
- masthead-adv-label: ಜಾಹೀರಾತಿಗಾಗಿ ಸಂಪರ್ಕಿಸಿ: [152, 132, 283, 149]
- ad-line: 24/7 Customer Support: [1010, 2115, 1098, 2124]
- paragraph: Kidney Profile (11 Tests): [774, 1939, 883, 1950]
- ad-bekagiddare: [906, 1239, 1145, 1445]
- masthead-phone: 94498 71908: [132, 177, 297, 204]
- headline-cutout: ಕಟೌಟ್ ಬಿದ್ದು, ಮೂವರಿಗೆ ಗಾಯ: [842, 399, 1502, 431]
- paragraph: ಉದ್ಯೋಗ ಖಾತರಿ ಯೋಜನೆಯ ಅನುಷ್ಠಾನದಲ್ಲಿ ರಾಜ್ಯ ಮುಂಚೂಣಿಯಲ್ಲಿದೆ ಎಂದು ಸಭೆಯಲ್ಲಿ ತಿಳಿಸಲಾಯಿತು. ಅನುದಾನ ಬಳಕೆಯ ಪ್ರಗತಿ ಪರಿಶೀಲನೆ ನಡೆಸಲಾಯಿತು.: [733, 1090, 833, 1172]
- color-calibration-bar-left: [52, 2343, 194, 2352]
- ad-line: (Puc, 5 yrs exp in security field): [1325, 1259, 1491, 1272]
- siri-price-row: ₹ 400/- ₹ 1400/- ₹ 1900/- • ₹ 2500/- ₹ 6500/- ₹ 8500/-: [787, 2092, 1098, 2104]
- biocipher-logo: BioCipher: [1416, 1716, 1498, 1734]
- logo-leaf-icon: ❧: [274, 64, 312, 114]
- x-icon: [842, 2175, 854, 2186]
- paragraph: ಬೆಂಗಳೂರು, ಜ.24- ರಾಜ್ಯದ ವಿವಿಧ ಜಿಲ್ಲೆಗಳ ಅಭಿವೃದ್ಧಿ ಯೋಜನೆಗಳಿಗೆ ಸಚಿವ ಸಂಪುಟ ಸಭೆಯಲ್ಲಿ ಅನುಮೋದನೆ ನೀಡಲಾಯಿತು. ರೂ. 150 ಕೋಟಿ ವೆಚ್ಚದ ರಸ್ತೆ ಕಾಮಗಾರಿಗಳಿಗೆ ಒಪ್ಪಿಗೆ ದೊರೆತಿದೆ.: [402, 1090, 502, 1200]
- article-body-jds: [49, 607, 384, 1242]
- ad-computer-operator: [767, 1187, 900, 1439]
- ad-title: Change of Name: [1312, 887, 1505, 911]
- headline-laptop: ವಿದ್ಯಾರ್ಥಿಗಳಿಗೆ ಲ್ಯಾಪ್‌ಟಾಪ್: [509, 105, 726, 134]
- ad-line: Marketing Executive: [1348, 1214, 1469, 1226]
- ad-title-en: House For Sale: [413, 2014, 584, 2037]
- paragraph: ಬೆಳೆ ವಿಮೆ ಯೋಜನೆಯ ಲಾಭವನ್ನೂ ರೈತರಿಗೆ ತಲುಪಿಸಲು ಕ್ರಮ ವಹಿಸಲಾಗಿದೆ. ದಾಸ್ತಾನು ಸಂಗ್ರಹಕ್ಕೆ ಗೋದಾಮುಗಳ ವ್ಯವಸ್ಥೆ ಮಾಡಲಾಗಿದೆ ಎಂದು ಪ್ರಕಟಣೆ ತಿಳಿಸಿದೆ.: [733, 803, 833, 885]
- ad-house-for-sale: [402, 1977, 595, 2302]
- youtube-icon: [1230, 2023, 1242, 2035]
- ad-address: ರಾಯಲ್ ಸರ್ಕಲ್ ಹತ್ತಿರ ಬಳ್ಳಾರಿ-: [961, 1373, 1090, 1387]
- from-first-page-pill: (ಒಂದನೇ ಪುಟದಿಂದ): [826, 58, 1077, 93]
- color-calibration-bar-right: [1353, 2343, 1495, 2352]
- ad-line: Security supervisor: [1351, 1275, 1466, 1288]
- cyan-mark: C: [915, 4, 922, 14]
- paragraph: ಉದ್ಯೋಗ ಸೃಷ್ಟಿಯೇ ಸರ್ಕಾರದ ಮೊದಲ ಆದ್ಯತೆ ಎಂದು ಪುನರುಚ್ಚರಿಸಲಾಯಿತು. ಖಾಸಗಿ ವಲಯದ ಸಹಭಾಗಿತ್ವದಲ್ಲಿ ಹೊಸ ಉದ್ಯೋಗಾವಕಾಶ ಕಲ್ಪಿಸುವ ಒಪ್ಪಂದಗಳಿಗೆ ಸಹಿ ಹಾಕಲಾಯಿತು.: [1378, 723, 1502, 806]
- siri-newyear-band: NEW YEAR SPECIAL HEALTH PACKAGES: [776, 1802, 1109, 1828]
- paragraph: ಈ ಸಂದರ್ಭದಲ್ಲಿ ದೇವಸ್ಥಾನಗಳಿಗೆ ಭೇಟಿ ನೀಡಿ ಪೂಜೆ ಸಲ್ಲಿಸಲಾಯಿತು. ಮುಂಬರುವ ದಿನಗಳಲ್ಲಿ ಸದಸ್ಯತ್ವ ನೋಂದಣಿ ಅಭಿಯಾನವನ್ನು ತೀವ್ರಗೊಳಿಸುವುದಾಗಿ ಘೋಷಿಸಲಾಯಿತು.: [222, 895, 384, 954]
- paragraph: ಹೊಸದಾಗಿ ನೇಮಕಗೊಂಡವರು ದೇಶದ ಅಭಿವೃದ್ಧಿಗೆ ಶ್ರಮಿಸಬೇಕೆಂದು ಕರೆ ನೀಡಲಾಯಿತು. ಆಯ್ಕೆಯಾದ ಅಭ್ಯರ್ಥಿಗಳು ಸಂತಸ ವ್ಯಕ್ತಪಡಿಸಿದರು. ಕಾರ್ಯಕ್ರಮದಲ್ಲಿ ಸಾವಿರಾರು ಅಭ್ಯರ್ಥಿಗಳು ಭಾಗವಹಿಸಿದ್ದರು.: [1244, 694, 1369, 778]
- ad-line: ಆಸಕ್ತಿಯುಳ್ಳವರು ಕೂಡಲೇ ಸಂಪರ್ಕಿಸಿ: [955, 1332, 1097, 1346]
- paragraph: ರಾಜಕೀಯ ಅಸ್ಥಿರತೆಯ ನಡುವೆ ಜನಜೀವನ ಸಹಜ ಸ್ಥಿತಿಗೆ ಮರಳುತ್ತಿದೆ ಎಂದು ವರದಿಗಳು ತಿಳಿಸಿವೆ. ಗಡಿ ಭಾಗದಲ್ಲಿ ಕಟ್ಟೆಚ್ಚರ ವಹಿಸಲಾಗಿದೆ.: [222, 1480, 384, 1524]
- paragraph: ಗ್ರಾಮೀಣ ಭಾಗದ ವಿದ್ಯಾರ್ಥಿಗಳಿಗೆ ಆದ್ಯತೆ ನೀಡಲಾಗುವುದು ಎಂದು ಅಧಿಕಾರಿಗಳು ತಿಳಿಸಿದ್ದಾರೆ. ಮುಂದಿನ ಶೈಕ್ಷಣಿಕ ವರ್ಷದೊಳಗೆ ಎಲ್ಲ ಜಿಲ್ಲೆಗಳಿಗೂ ಯೋಜನೆ ವಿಸ್ತರಿಸುವ ಗುರಿ ಹೊಂದಲಾಗಿದೆ.: [623, 147, 723, 243]
- ad-line: ಬಳ್ಳಾರಿ ನಗರದ ತಾಳಿಕುಣಿ ರಸ್ತೆಯಲ್ಲಿನ: [491, 1763, 679, 1781]
- paragraph: ಅಂತಾರಾಷ್ಟ್ರೀಯ ಸಮುದಾಯದ ಸಹಕಾರದೊಂದಿಗೆ ಶಾಂತಿ ಸ್ಥಾಪನೆಗೆ ಬದ್ಧ ಎಂದು ವಕ್ತಾರರು ತಿಳಿಸಿದರು. ಗಡಿ ಭಾಗದಲ್ಲಿ ಭದ್ರತೆಯನ್ನು ಮತ್ತಷ್ಟು ಬಿಗಿಗೊಳಿಸಲಾಗಿದೆ ಎಂದು ವರದಿಯಾಗಿದೆ.: [512, 368, 723, 498]
- headline-gram-purchase: ಕಡಲೆ ಖರೀದಿಗೆ ಕೇಂದ್ರ ನಿರ್ಧಾರ: [402, 759, 833, 793]
- headline-line: ಶೇಖ್ ಹಸೀನಾ ವಾಗ್ದಾಳಿ: [120, 1282, 313, 1313]
- jds-rally-photo: [49, 418, 386, 598]
- paragraph: ಯುರೋಪಿನ ಭದ್ರತಾ ವಿನ್ಯಾಸದ ಬಗ್ಗೆ ಹೊಸ ಚೌಕಟ್ಟಿನ ಅಗತ್ಯವಿದೆ ಎಂದು ಪ್ರತಿಪಾದಿಸಿದ್ದಾರೆ. ಗಡಿ ಭಾಗದಲ್ಲಿ ಸೇನಾ ಜಮಾವಣೆ ಕುರಿತು ಪರಸ್ಪರ ಆರೋಪ ಮುಂದುವರಿದಿದೆ.: [49, 2073, 384, 2170]
- paragraph: ನವದೆಹಲಿ,ಜ.24: ರಾಷ್ಟ್ರಾದ್ಯಂತ ನಡೆದ ರೋಜ್‌ಗಾರ್ ಮೇಳದಲ್ಲಿ 61,000 ಯುವಜನರಿಗೆ ನೇಮಕಾತಿ ಪತ್ರಗಳನ್ನು ವಿತರಿಸಲಾಯಿತು. ವಿವಿಧ ಇಲಾಖೆಗಳಲ್ಲಿ ಖಾಲಿ ಇರುವ ಹುದ್ದೆಗಳ ಭರ್ತಿಗೆ ವೇಗ ನೀಡಲಾಗಿದೆ.: [842, 659, 966, 742]
- siri-table-header: Health Check-Up: [774, 1870, 866, 1881]
- siri-newyear-sub: Start the New Year with the Gift of Good Health: [776, 1831, 1109, 1846]
- paragraph: ಡಿಜಿಟಲ್ ವೇದಿಕೆಯ ಮೂಲಕವೂ ನೇಮಕಾತಿ ಪತ್ರ ವಿತರಿಸಲಾಯಿತು. ಆಯಾ ಇಲಾಖೆಗಳು ತರಬೇತಿ ವೇಳಾಪಟ್ಟಿಯನ್ನು ಶೀಘ್ರ ಪ್ರಕಟಿಸಲಿವೆ ಎಂದು ತಿಳಿಸಲಾಗಿದೆ.: [1378, 659, 1502, 714]
- ad-title: ಜಮೀನು ಮಾರಾಟಕ್ಕಿದೆ: [1123, 1473, 1505, 1504]
- ad-line: Opp: Pupil Tree School: [1349, 1335, 1467, 1348]
- siri-social-row: [774, 2175, 886, 2186]
- ad-size: size:45ft x 45ft: [428, 2041, 570, 2060]
- siri-brand: Siri Diagnostic Lab: [1129, 1714, 1319, 1735]
- paragraph: ಜನಸಾಮಾನ್ಯರ ಬದುಕು ದುಸ್ತರವಾಗಿದ್ದು, ಬೆಲೆ ಏರಿಕೆಯಿಂದ ಜನತೆ ತತ್ತರಿಸಿದೆ ಎಂದು ಹೇಳಿದ್ದಾರೆ. ಕಾನೂನು ಸುವ್ಯವಸ್ಥೆ ಹದಗೆಟ್ಟಿದೆ ಎಂದು ದೂರಿದ್ದಾರೆ.: [49, 1427, 212, 1486]
- headline-jds-convention: [49, 332, 384, 406]
- ad-phone: ಮೋ : 8088550286: [946, 1388, 1105, 1406]
- paragraph: 11 ವಲಯಗಳಲ್ಲಿ ನುರಿತ ಸಿಬ್ಬಂದಿಯ ಕೊರತೆ ನೀಗಿಸಲು ವಿಶೇಷ ಅಭಿಯಾನ ಹಮ್ಮಿಕೊಳ್ಳಲಾಗಿದೆ. ಗ್ರಾಮೀಣ ಭಾಗದ ಅಭ್ಯರ್ಥಿಗಳಿಗೆ ಉಚಿತ ತರಬೇತಿ ಸೌಲಭ್ಯ ಒದಗಿಸಲಾಗುವುದು ಎಂದರು.: [1110, 659, 1369, 792]
- headline-sangha-building: ಸಂಘದ ನೂತನ ಕಟ್ಟಡ ಉದ್ಘಾಟನೆ: [1042, 105, 1302, 134]
- ad-line: 9008528338: [786, 1372, 881, 1388]
- siri-services-strip: [768, 2109, 1117, 2130]
- ad-line: Work at Ballari: [784, 1333, 883, 1350]
- ad-phone: 9900106916: [465, 1888, 706, 1929]
- paragraph: Complete Hemogram (34 Tests): [774, 1894, 917, 1904]
- siri-offer-validity: ** Offer Valid from 01 Jan 2026 to 31 Jan 2026: [907, 2175, 1111, 2185]
- siri-address: Address : # 236, Opp. Shanthi Vidhya Kendra, Near New Court Complex, Taluru Road, Ballari - 583103: [768, 2130, 1117, 2154]
- siri-tagline: State-of-the-Art: [895, 1746, 990, 1758]
- article-body-hasina: [49, 1324, 384, 1997]
- ad-title: Wanted: [1312, 1180, 1505, 1208]
- paragraph: ಜೆಡಿಎಸ್ ಭದ್ರಕೋಟೆಯಾಗಿರುವ ಹಾಸನದಲ್ಲಿ ಕಾಂಗ್ರೆಸ್ ಹಿತಕ್ಕೆ ಸಡ್ಡು ಹೊಡೆಯುವ ನಿಟ್ಟಿನಲ್ಲಿ ಪಕ್ಷ ಸಂಘಟನೆಯ ಬಗ್ಗೆ ವಿವರವಾದ ಚರ್ಚೆ ನಡೆಯಿತು. ಜಿಲ್ಲೆಯ ಸರ್ವಾಂಗೀಣ ಅಭಿವೃದ್ಧಿಗೆ ಪಕ್ಷ ಬದ್ಧವಾಗಿದೆ ಎಂದು ಹೇಳಿದ ಅವರು, ರೈತರ ಹಿತ ಕಾಪಾಡುವುದು ಮೊದಲ ಆದ್ಯತೆ ಎಂದು ಸ್ಪಷ್ಟಪಡಿಸಿದರು.: [49, 841, 212, 948]
- ad-line: 24/7 Customer Support: [1391, 1979, 1479, 1988]
- paragraph: ಜನತೆಯ ಆಶೋತ್ತರಗಳಿಗೆ ಸ್ಪಂದಿಸುವ ನಿಟ್ಟಿನಲ್ಲಿ ಪಕ್ಷದ ಕಾರ್ಯಕರ್ತರು ಮನೆ ಮನೆಗೆ ತೆರಳಿ ಸರ್ಕಾರದ ಯೋಜನೆಗಳ ಬಗ್ಗೆ ಮಾಹಿತಿ ನೀಡಬೇಕೆಂದು ಕರೆ ನೀಡಲಾಯಿತು. ಸಭೆಯ ನಂತರ ಬೃಹತ್ ಮೆರವಣಿಗೆ ನಡೆಯಿತು.: [222, 810, 384, 885]
